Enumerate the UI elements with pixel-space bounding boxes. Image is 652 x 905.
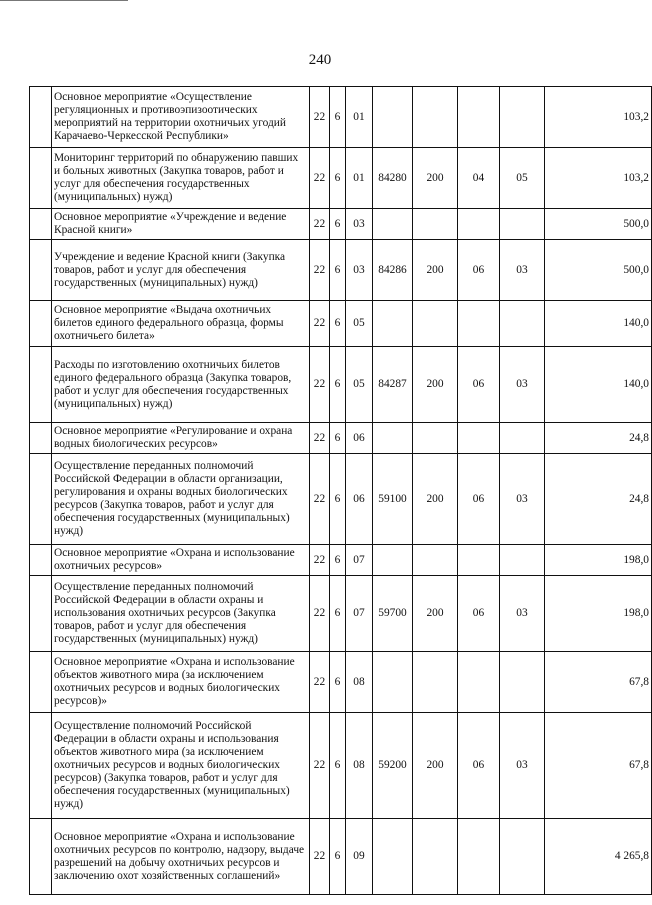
code-cell: 03 (500, 347, 545, 423)
amount-cell: 198,0 (545, 576, 652, 652)
blank-cell (30, 819, 52, 895)
table-row (30, 713, 652, 819)
blank-cell (30, 209, 52, 240)
blank-cell (30, 347, 52, 423)
table-row (30, 454, 652, 545)
blank-cell (30, 545, 52, 576)
code-cell: 6 (330, 819, 346, 895)
code-cell: 22 (310, 545, 330, 576)
row-name: Основное мероприятие «Выдача охотничьих билетов единого федерального образца, формы охотничьего билета» (52, 301, 310, 347)
code-cell (413, 87, 458, 148)
code-cell (373, 301, 413, 347)
code-cell: 05 (346, 301, 373, 347)
code-cell (500, 652, 545, 713)
code-cell (458, 209, 500, 240)
amount-cell: 140,0 (545, 347, 652, 423)
code-cell: 06 (346, 454, 373, 545)
amount-cell: 500,0 (545, 240, 652, 301)
code-cell: 6 (330, 545, 346, 576)
code-cell: 22 (310, 819, 330, 895)
code-cell: 6 (330, 652, 346, 713)
code-cell (500, 819, 545, 895)
code-cell: 6 (330, 209, 346, 240)
amount-cell: 140,0 (545, 301, 652, 347)
code-cell: 6 (330, 301, 346, 347)
code-cell: 06 (458, 347, 500, 423)
code-cell (500, 87, 545, 148)
code-cell: 22 (310, 454, 330, 545)
amount-cell: 67,8 (545, 652, 652, 713)
table-row (30, 87, 652, 148)
table-row (30, 148, 652, 209)
code-cell: 6 (330, 87, 346, 148)
amount-cell: 198,0 (545, 545, 652, 576)
code-cell: 03 (500, 240, 545, 301)
code-cell (373, 423, 413, 454)
code-cell: 200 (413, 347, 458, 423)
code-cell: 6 (330, 576, 346, 652)
code-cell: 06 (458, 713, 500, 819)
code-cell: 6 (330, 454, 346, 545)
code-cell (458, 652, 500, 713)
code-cell: 200 (413, 240, 458, 301)
code-cell (373, 545, 413, 576)
code-cell: 59200 (373, 713, 413, 819)
row-name: Осуществление переданных полномочий Российской Федерации в области охраны и использования охотничьих ресурсов (Закупка товаров, работ и услуг для обеспечения государственных (муниципальных) нужд) (52, 576, 310, 652)
code-cell (413, 652, 458, 713)
code-cell (413, 423, 458, 454)
code-cell (458, 545, 500, 576)
code-cell: 07 (346, 576, 373, 652)
code-cell: 09 (346, 819, 373, 895)
table-row (30, 347, 652, 423)
amount-cell: 103,2 (545, 87, 652, 148)
table-row (30, 576, 652, 652)
table-row (30, 545, 652, 576)
blank-cell (30, 148, 52, 209)
code-cell: 6 (330, 148, 346, 209)
row-name: Основное мероприятие «Осуществление регуляционных и противоэпизоотических мероприятий на территории охотничьих угодий Карачаево-Черкесской Республики» (52, 87, 310, 148)
code-cell (458, 301, 500, 347)
amount-cell: 103,2 (545, 148, 652, 209)
blank-cell (30, 576, 52, 652)
code-cell: 08 (346, 713, 373, 819)
code-cell: 22 (310, 347, 330, 423)
row-name: Учреждение и ведение Красной книги (Закупка товаров, работ и услуг для обеспечения государственных (муниципальных) нужд) (52, 240, 310, 301)
code-cell: 22 (310, 209, 330, 240)
table-row (30, 301, 652, 347)
code-cell: 03 (500, 713, 545, 819)
code-cell: 59100 (373, 454, 413, 545)
code-cell: 6 (330, 423, 346, 454)
code-cell (413, 301, 458, 347)
code-cell: 07 (346, 545, 373, 576)
code-cell (413, 545, 458, 576)
table-body (30, 87, 652, 895)
budget-table (29, 86, 652, 895)
code-cell: 6 (330, 347, 346, 423)
code-cell (500, 209, 545, 240)
code-cell: 6 (330, 240, 346, 301)
blank-cell (30, 652, 52, 713)
code-cell: 05 (346, 347, 373, 423)
blank-cell (30, 87, 52, 148)
row-name: Осуществление переданных полномочий Российской Федерации в области организации, регулирования и охраны водных биологических ресурсов (Закупка товаров, работ и услуг для обеспечения государственных (муниципальных) нужд) (52, 454, 310, 545)
code-cell: 05 (500, 148, 545, 209)
code-cell (458, 423, 500, 454)
code-cell: 03 (346, 240, 373, 301)
code-cell: 08 (346, 652, 373, 713)
row-name: Основное мероприятие «Охрана и использование охотничьих ресурсов» (52, 545, 310, 576)
row-name: Основное мероприятие «Охрана и использование охотничьих ресурсов по контролю, надзору, выдаче разрешений на добычу охотничьих ресурсов и заключению охот хозяйственных соглашений» (52, 819, 310, 895)
table-row (30, 240, 652, 301)
code-cell (373, 209, 413, 240)
row-name: Мониторинг территорий по обнаружению павших и больных животных (Закупка товаров, работ и услуг для обеспечения государственных (муниципальных) нужд) (52, 148, 310, 209)
code-cell: 22 (310, 713, 330, 819)
code-cell (500, 545, 545, 576)
amount-cell: 24,8 (545, 454, 652, 545)
table-row (30, 819, 652, 895)
code-cell: 22 (310, 301, 330, 347)
table-row (30, 209, 652, 240)
row-name: Основное мероприятие «Охрана и использование объектов животного мира (за исключением охотничьих ресурсов и водных биологических ресурсов)» (52, 652, 310, 713)
row-name: Основное мероприятие «Регулирование и охрана водных биологических ресурсов» (52, 423, 310, 454)
code-cell: 200 (413, 454, 458, 545)
code-cell: 22 (310, 148, 330, 209)
code-cell: 200 (413, 576, 458, 652)
code-cell (373, 87, 413, 148)
code-cell: 06 (458, 576, 500, 652)
code-cell: 22 (310, 576, 330, 652)
blank-cell (30, 423, 52, 454)
code-cell (500, 423, 545, 454)
table-row (30, 652, 652, 713)
code-cell: 6 (330, 713, 346, 819)
code-cell: 03 (500, 576, 545, 652)
code-cell (500, 301, 545, 347)
blank-cell (30, 301, 52, 347)
row-name: Расходы по изготовлению охотничьих билетов единого федерального образца (Закупка товаров, работ и услуг для обеспечения государственных (муниципальных) нужд) (52, 347, 310, 423)
amount-cell: 67,8 (545, 713, 652, 819)
row-name: Основное мероприятие «Учреждение и ведение Красной книги» (52, 209, 310, 240)
table-row (30, 423, 652, 454)
code-cell (413, 819, 458, 895)
code-cell: 01 (346, 148, 373, 209)
code-cell (373, 652, 413, 713)
row-name: Осуществление полномочий Российской Федерации в области охраны и использования объектов животного мира (за исключением охотничьих ресурсов и водных биологических ресурсов) (Закупка товаров, работ и услуг для обеспечения государственных (муниципальных) нужд) (52, 713, 310, 819)
code-cell: 22 (310, 423, 330, 454)
code-cell: 200 (413, 148, 458, 209)
code-cell (413, 209, 458, 240)
amount-cell: 4 265,8 (545, 819, 652, 895)
amount-cell: 500,0 (545, 209, 652, 240)
code-cell (373, 819, 413, 895)
code-cell: 84286 (373, 240, 413, 301)
code-cell: 84280 (373, 148, 413, 209)
code-cell: 01 (346, 87, 373, 148)
code-cell: 06 (458, 240, 500, 301)
code-cell (458, 819, 500, 895)
code-cell: 22 (310, 652, 330, 713)
code-cell: 06 (346, 423, 373, 454)
code-cell: 03 (500, 454, 545, 545)
amount-cell: 24,8 (545, 423, 652, 454)
blank-cell (30, 454, 52, 545)
code-cell (458, 87, 500, 148)
blank-cell (30, 713, 52, 819)
page-number: 240 (308, 52, 332, 68)
code-cell: 04 (458, 148, 500, 209)
code-cell: 59700 (373, 576, 413, 652)
code-cell: 22 (310, 240, 330, 301)
code-cell: 200 (413, 713, 458, 819)
blank-cell (30, 240, 52, 301)
code-cell: 22 (310, 87, 330, 148)
top-rule (0, 0, 128, 1)
code-cell: 84287 (373, 347, 413, 423)
code-cell: 06 (458, 454, 500, 545)
code-cell: 03 (346, 209, 373, 240)
